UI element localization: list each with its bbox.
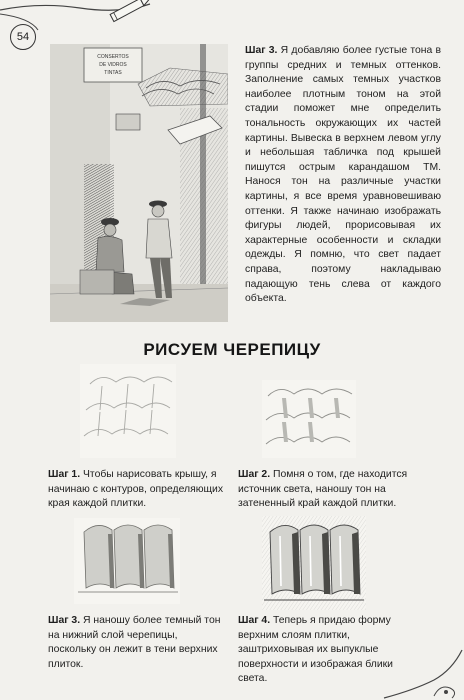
tile-step-3-caption: [48, 614, 224, 672]
step3-description: [245, 44, 441, 307]
step3-label: Шаг 3.: [245, 45, 278, 56]
step3-body: Я добавляю более густые тона в группы средних и темных оттенков. Заполнение самых темных участков наиболее плотным тоном на этой стадии поможет мне определить тональность окружающих их частей картины. Вывеска в верхнем левом углу и небольшая табличка под крышей пишутся острым карандашом ТМ. Нанося тон на различные участки картины, я все время уравновешиваю оттенки. Я также начинаю изображать фигуры людей, прорисовывая их характерные особенности и складки одежды. Я помню, что свет падает справа, поэтому накладываю падающую тень слева от каждого объекта.: [245, 45, 441, 305]
tile-step-2-text: Помня о том, где находится источник света, наношу тон на затененный край каждой плитки.: [238, 469, 408, 510]
tile-step-1-label: Шаг 1.: [48, 469, 81, 480]
tile-step-1-illustration: [80, 364, 176, 458]
tile-step-1-caption: [48, 468, 238, 512]
street-scene-illustration: [50, 44, 228, 322]
tile-step-4-label: Шаг 4.: [238, 615, 271, 626]
tile-step-4-text: Теперь я придаю форму верхним слоям плитки, заштриховывая их выпуклые поверхности и изображая блики света.: [238, 615, 393, 685]
corner-flourish-icon: [374, 640, 464, 700]
shop-sign-line-2: DE VIDROS: [99, 62, 127, 68]
page-number: 54: [10, 24, 36, 50]
tile-step-3-illustration: [74, 518, 180, 604]
tile-step-4-illustration: [262, 516, 366, 610]
section-heading: РИСУЕМ ЧЕРЕПИЦУ: [143, 340, 321, 359]
tile-step-2-label: Шаг 2.: [238, 469, 271, 480]
tile-step-3-text: Я наношу более темный тон на нижний слой черепицы, поскольку он лежит в тени верхних плиток.: [48, 615, 221, 670]
tile-step-3-label: Шаг 3.: [48, 615, 81, 626]
shop-sign-line-3: TINTAS: [104, 70, 122, 76]
shop-sign-line-1: CONSERTOS: [97, 54, 129, 60]
tile-step-1-text: Чтобы нарисовать крышу, я начинаю с контуров, определяющих края каждой плитки.: [48, 469, 224, 510]
tile-step-2-illustration: [262, 380, 356, 458]
tile-step-2-caption: [238, 468, 414, 512]
